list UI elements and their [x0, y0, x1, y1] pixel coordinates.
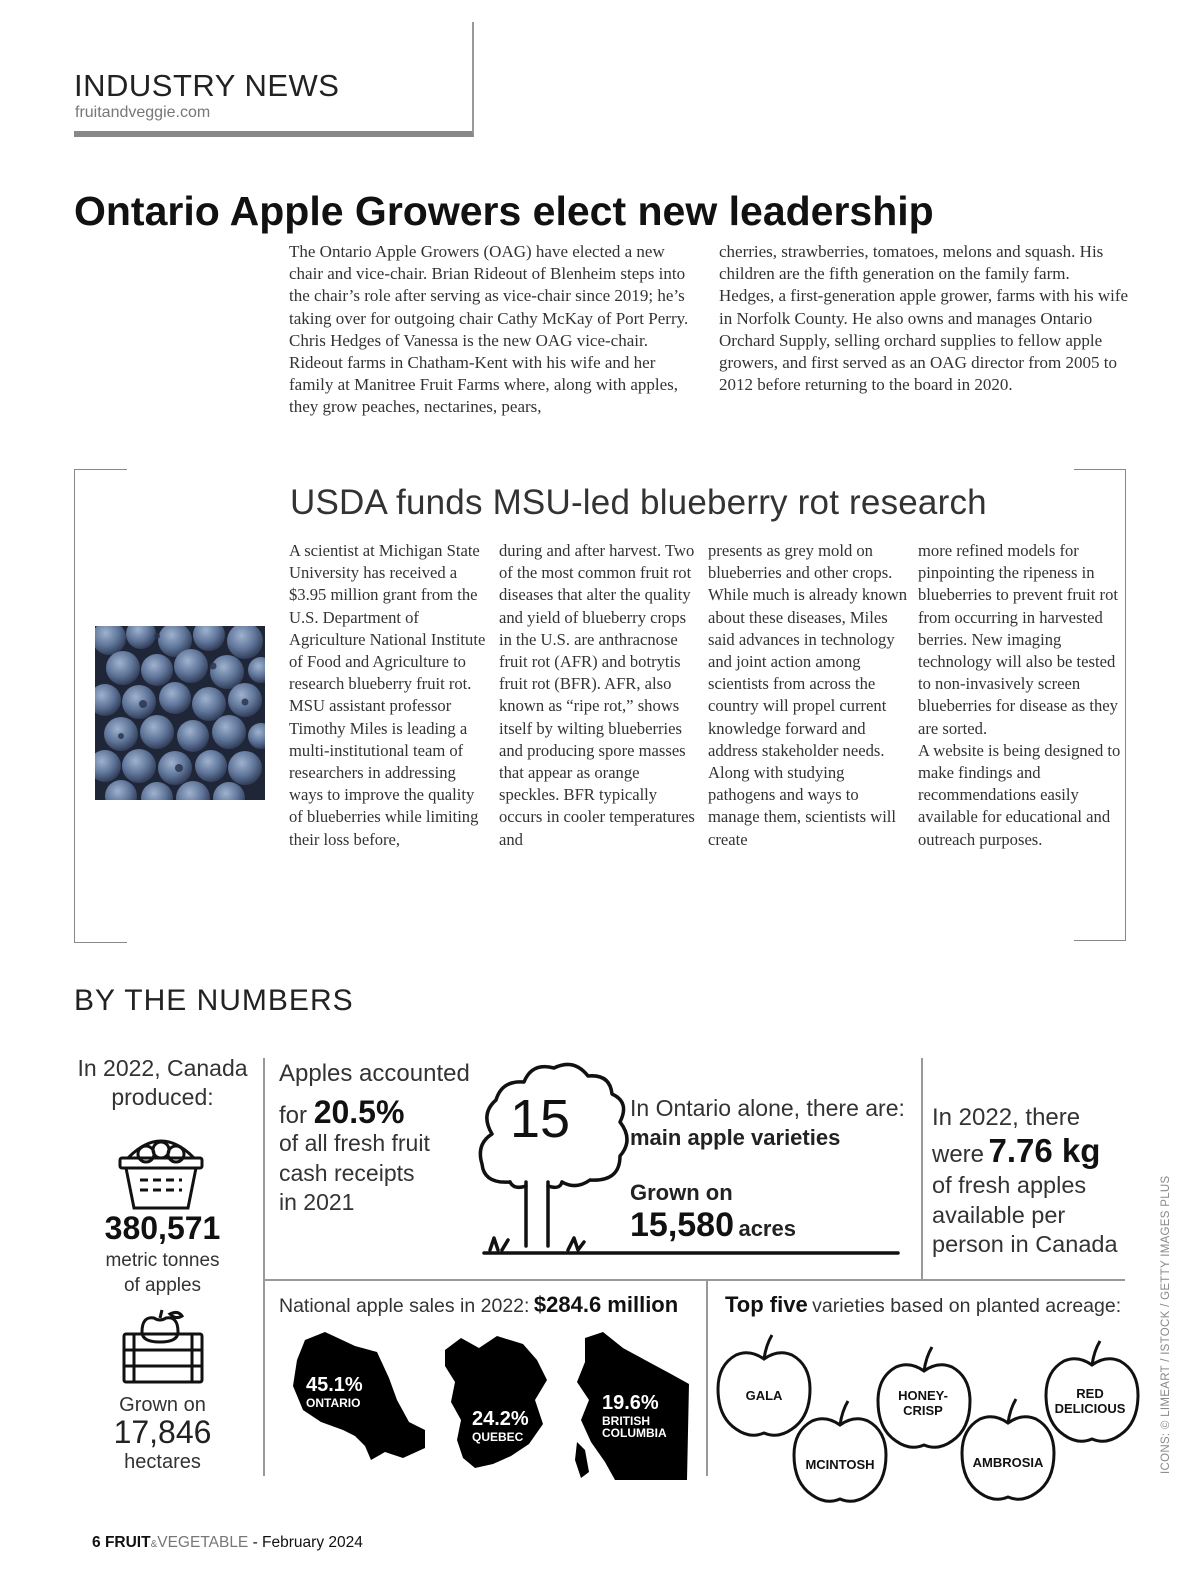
paragraph: A website is being designed to make findings and recommendations easily available for educational and outreach purposes. [918, 740, 1121, 849]
tonnes-label: metric tonnes of apples [105, 1250, 220, 1296]
apple-icon [962, 1399, 1054, 1499]
receipts-detail-line: in 2021 [279, 1189, 355, 1215]
paragraph: A scientist at Michigan State University has received a $3.95 million grant from the U.S. Department of Agriculture National Institute of Food and Agriculture to research blueberry fruit rot. [289, 541, 486, 694]
top-five-bold: Top five [725, 1292, 808, 1317]
article2-column-2 [499, 540, 699, 851]
divider-vertical-left [263, 1058, 265, 1476]
issue-date: - February 2024 [252, 1534, 363, 1551]
percap-detail-line: available per [932, 1201, 1066, 1228]
receipts-line [279, 1094, 404, 1131]
paragraph: The Ontario Apple Growers (OAG) have elected a new chair and vice-chair. Brian Rideout of Blenheim steps into the chair’s role after serving as vice-chair since 2019; he’s taking over for outgoing chair Cathy McKay of Port Perry. Chris Hedges of Vanessa is the new OAG vice-chair. [289, 242, 689, 350]
province-ontario [306, 1374, 363, 1409]
variety-ambrosia: AMBROSIA [972, 1455, 1044, 1470]
quebec-map [445, 1336, 547, 1468]
receipts-percent: 20.5% [313, 1094, 405, 1130]
receipts-for: for [279, 1102, 308, 1129]
receipts-detail-line: of all fresh fruit [279, 1130, 430, 1156]
basket-icon [116, 1130, 206, 1212]
ontario-acres [630, 1206, 796, 1245]
province-percent: 24.2% [472, 1408, 529, 1430]
paragraph: presents as grey mold on blueberries and other crops. [708, 541, 893, 583]
variety-red-delicious: RED DELICIOUS [1054, 1386, 1126, 1416]
article2-column-4 [918, 540, 1123, 851]
province-name: BRITISH COLUMBIA [602, 1414, 667, 1440]
sales-label: National apple sales in 2022: [279, 1295, 530, 1317]
province-percent: 19.6% [602, 1392, 659, 1414]
paragraph: more refined models for pinpointing the ripeness in blueberries to prevent fruit rot from occurring in harvested berries. New imaging technology will also be tested to non-invasively screen blueberries for disease as they are sorted. [918, 541, 1118, 738]
paragraph: Along with studying pathogens and ways to manage them, scientists will create [708, 763, 897, 849]
variety-mcintosh: MCINTOSH [805, 1457, 875, 1472]
article-headline: Ontario Apple Growers elect new leadership [74, 188, 934, 234]
percap-value: 7.76 kg [988, 1132, 1101, 1169]
brand-amp: & [150, 1539, 158, 1550]
apple-icon [718, 1335, 810, 1435]
image-credit: ICONS: © LIMEART / ISTOCK / GETTY IMAGES PLUS [1160, 1175, 1172, 1474]
province-percent: 45.1% [306, 1374, 363, 1396]
sales-line [279, 1292, 678, 1318]
receipts-details [279, 1129, 430, 1218]
province-name: ONTARIO [306, 1396, 361, 1410]
ontario-intro: In Ontario alone, there are: [630, 1095, 905, 1121]
canada-intro: In 2022, Canada produced: [77, 1055, 248, 1110]
ontario-varieties-label: main apple varieties [630, 1125, 841, 1150]
paragraph: Rideout farms in Chatham-Kent with his wife and her family at Manitree Fruit Farms where, along with apples, they grow peaches, nectarines, pears, [289, 353, 679, 417]
brand-fruit: FRUIT [104, 1534, 151, 1551]
article1-column-2 [719, 241, 1129, 396]
variety-honeycrisp: HONEY-CRISP [898, 1388, 948, 1418]
paragraph: during and after harvest. Two of the most common fruit rot diseases that alter the quality and yield of blueberry crops in the U.S. are anthracnose fruit rot (AFR) and botrytis fruit rot (BFR). AFR, also known as “ripe rot,” shows itself by wilting blueberries and producing spore masses that appear as orange speckles. BFR typically occurs in cooler temperatures and [499, 541, 695, 849]
divider-horizontal [263, 1279, 1125, 1281]
paragraph: While much is already known about these diseases, Miles said advances in technology and joint action among scientists from across the country will propel current knowledge forward and address stakeholder needs. [708, 585, 908, 760]
top-five-rest: varieties based on planted acreage: [812, 1295, 1122, 1317]
percap-details [932, 1171, 1118, 1260]
ontario-acres-unit: acres [738, 1216, 796, 1241]
article2-column-1 [289, 540, 489, 851]
top-five-heading [725, 1292, 1121, 1318]
paragraph: Hedges, a first-generation apple grower, farms with his wife in Norfolk County. He also owns and manages Ontario Orchard Supply, selling orchard supplies to fellow apple growers, and first served as an OAG director from 2005 to 2012 before returning to the board in 2020. [719, 286, 1129, 395]
percap-detail-line: person in Canada [932, 1231, 1118, 1257]
grown-on-label: Grown on [119, 1394, 206, 1416]
hectares-label: hectares [124, 1451, 201, 1473]
receipts-detail-line: cash receipts [279, 1159, 415, 1186]
hectares-value: 17,846 [113, 1414, 212, 1450]
article2-column-3 [708, 540, 908, 851]
section-title: INDUSTRY NEWS [74, 68, 340, 103]
divider-vertical-bottom [706, 1280, 708, 1476]
percap-line [932, 1132, 1100, 1170]
numbers-section-title: BY THE NUMBERS [74, 984, 354, 1017]
tonnes-value: 380,571 [104, 1210, 221, 1246]
receipts-intro: Apples accounted [279, 1060, 470, 1087]
article1-column-1 [289, 241, 699, 419]
website-link[interactable]: fruitandveggie.com [75, 104, 211, 121]
apple-crate-icon [120, 1308, 206, 1386]
paragraph: MSU assistant professor Timothy Miles is leading a multi-institutional team of researchers in addressing ways to improve the quality of blueberries while limiting their loss before, [289, 696, 479, 849]
apple-icon [794, 1401, 886, 1501]
page-number: 6 [92, 1534, 101, 1551]
paragraph: cherries, strawberries, tomatoes, melons and squash. His children are the fifth generation on the family farm. [719, 242, 1104, 284]
ontario-acres-value: 15,580 [630, 1206, 734, 1244]
variety-gala: GALA [745, 1388, 783, 1403]
percap-intro: In 2022, there [932, 1104, 1081, 1131]
percap-detail-line: of fresh apples [932, 1172, 1087, 1198]
province-quebec [472, 1408, 529, 1443]
ontario-grown-label: Grown on [630, 1180, 733, 1205]
blueberries-photo [95, 626, 265, 800]
varieties-count: 15 [509, 1089, 571, 1149]
sales-value: $284.6 million [533, 1292, 679, 1317]
province-name: QUEBEC [472, 1430, 524, 1444]
percap-were: were [932, 1141, 985, 1168]
province-british-columbia [602, 1392, 672, 1439]
brand-vegetable: VEGETABLE [157, 1534, 249, 1551]
divider-vertical-right [921, 1058, 923, 1280]
page-footer [92, 1534, 363, 1552]
article2-headline: USDA funds MSU-led blueberry rot research [290, 483, 987, 522]
